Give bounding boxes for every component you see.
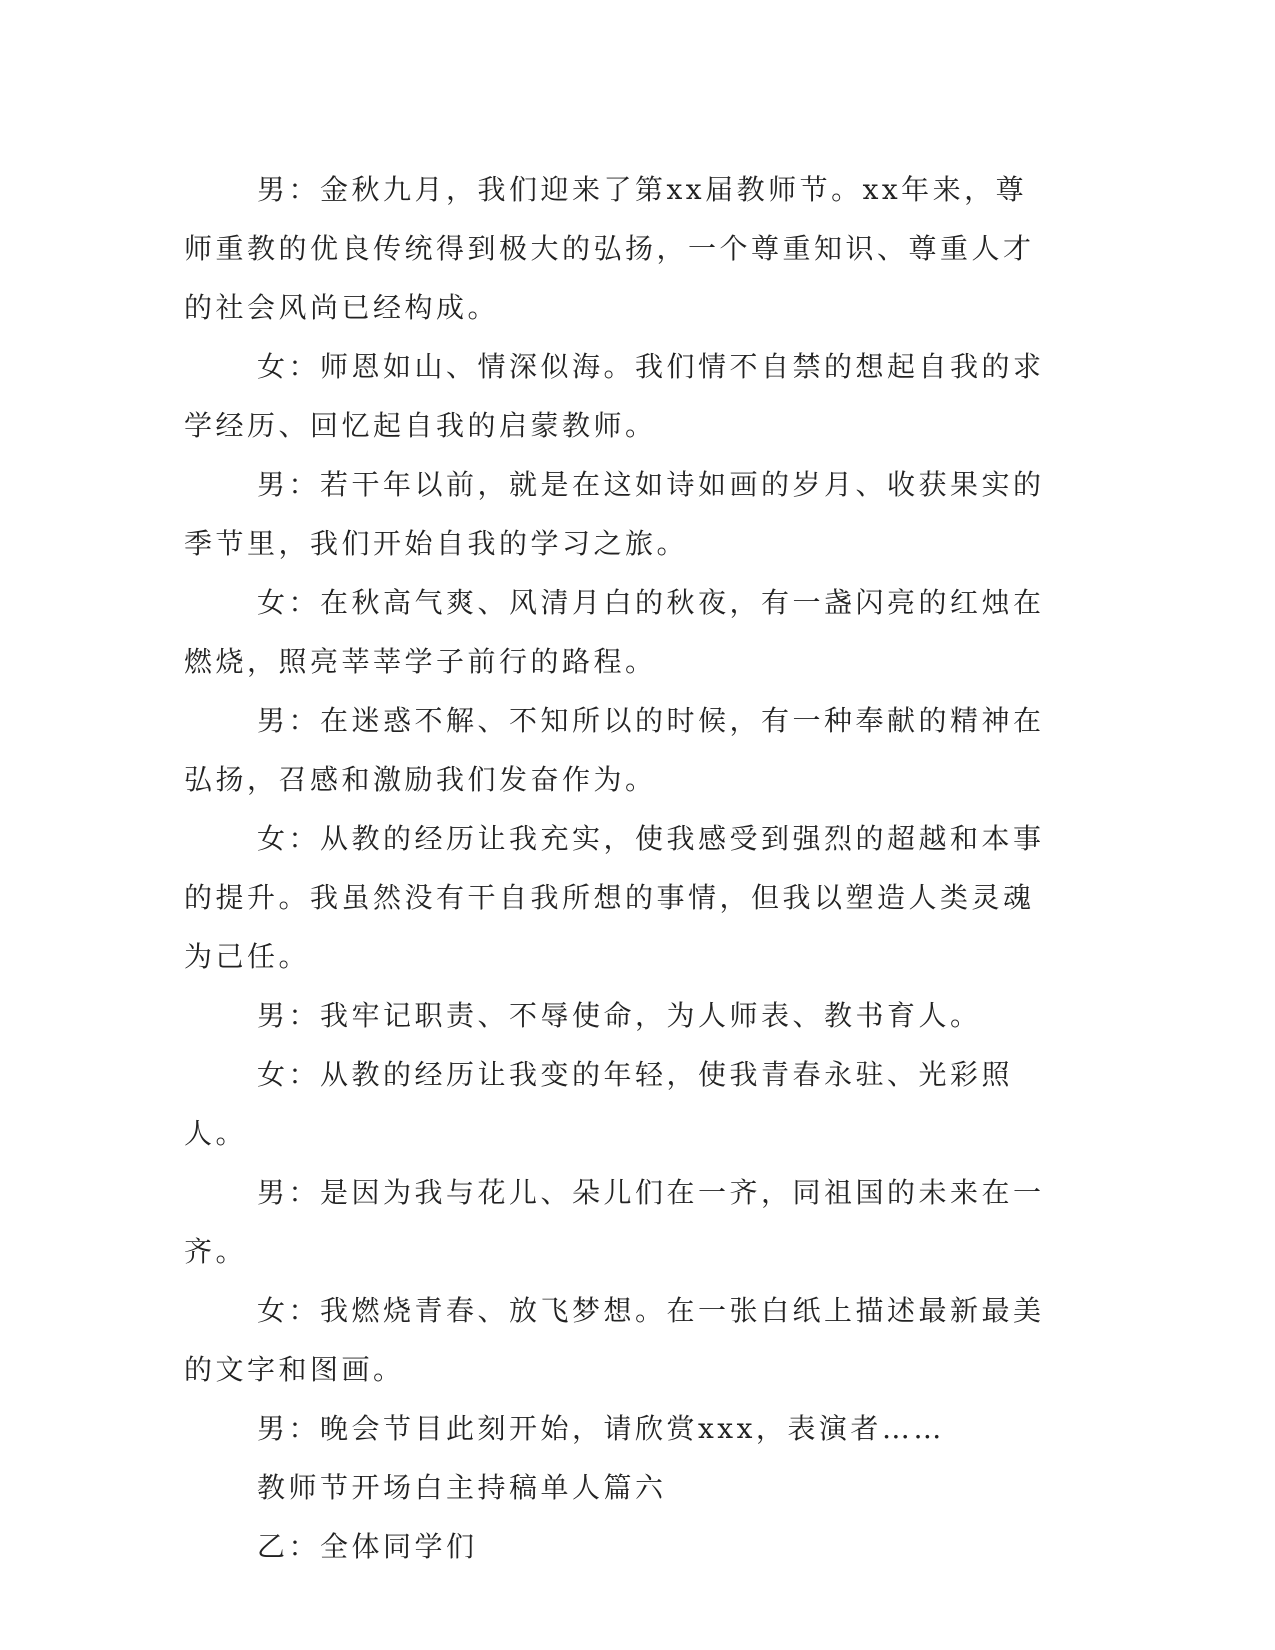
paragraph-6: 女：从教的经历让我充实，使我感受到强烈的超越和本事的提升。我虽然没有干自我所想的事情，但我以塑造人类灵魂为己任。: [184, 822, 1045, 973]
paragraph-3: 男：若干年以前，就是在这如诗如画的岁月、收获果实的季节里，我们开始自我的学习之旅。: [184, 468, 1045, 560]
paragraph-8: 女：从教的经历让我变的年轻，使我青春永驻、光彩照人。: [184, 1058, 1014, 1150]
section-heading: 教师节开场白主持稿单人篇六: [257, 1471, 667, 1504]
paragraph-9: 男：是因为我与花儿、朵儿们在一齐，同祖国的未来在一齐。: [184, 1176, 1045, 1268]
paragraph-4: 女：在秋高气爽、风清月白的秋夜，有一盏闪亮的红烛在燃烧，照亮莘莘学子前行的路程。: [184, 586, 1045, 678]
paragraph-10: 女：我燃烧青春、放飞梦想。在一张白纸上描述最新最美的文字和图画。: [184, 1294, 1045, 1386]
paragraph-1: 男：金秋九月，我们迎来了第xx届教师节。xx年来，尊师重教的优良传统得到极大的弘扬，一个尊重知识、尊重人才的社会风尚已经构成。: [184, 173, 1035, 324]
paragraph-5: 男：在迷惑不解、不知所以的时候，有一种奉献的精神在弘扬，召感和激励我们发奋作为。: [184, 704, 1045, 796]
paragraph-7: 男：我牢记职责、不辱使命，为人师表、教书育人。: [257, 999, 982, 1032]
paragraph-2: 女：师恩如山、情深似海。我们情不自禁的想起自我的求学经历、回忆起自我的启蒙教师。: [184, 350, 1045, 442]
paragraph-12: 乙：全体同学们: [257, 1530, 478, 1563]
paragraph-11: 男：晚会节目此刻开始，请欣赏xxx，表演者……: [257, 1412, 945, 1445]
document-body: [184, 160, 1046, 1576]
